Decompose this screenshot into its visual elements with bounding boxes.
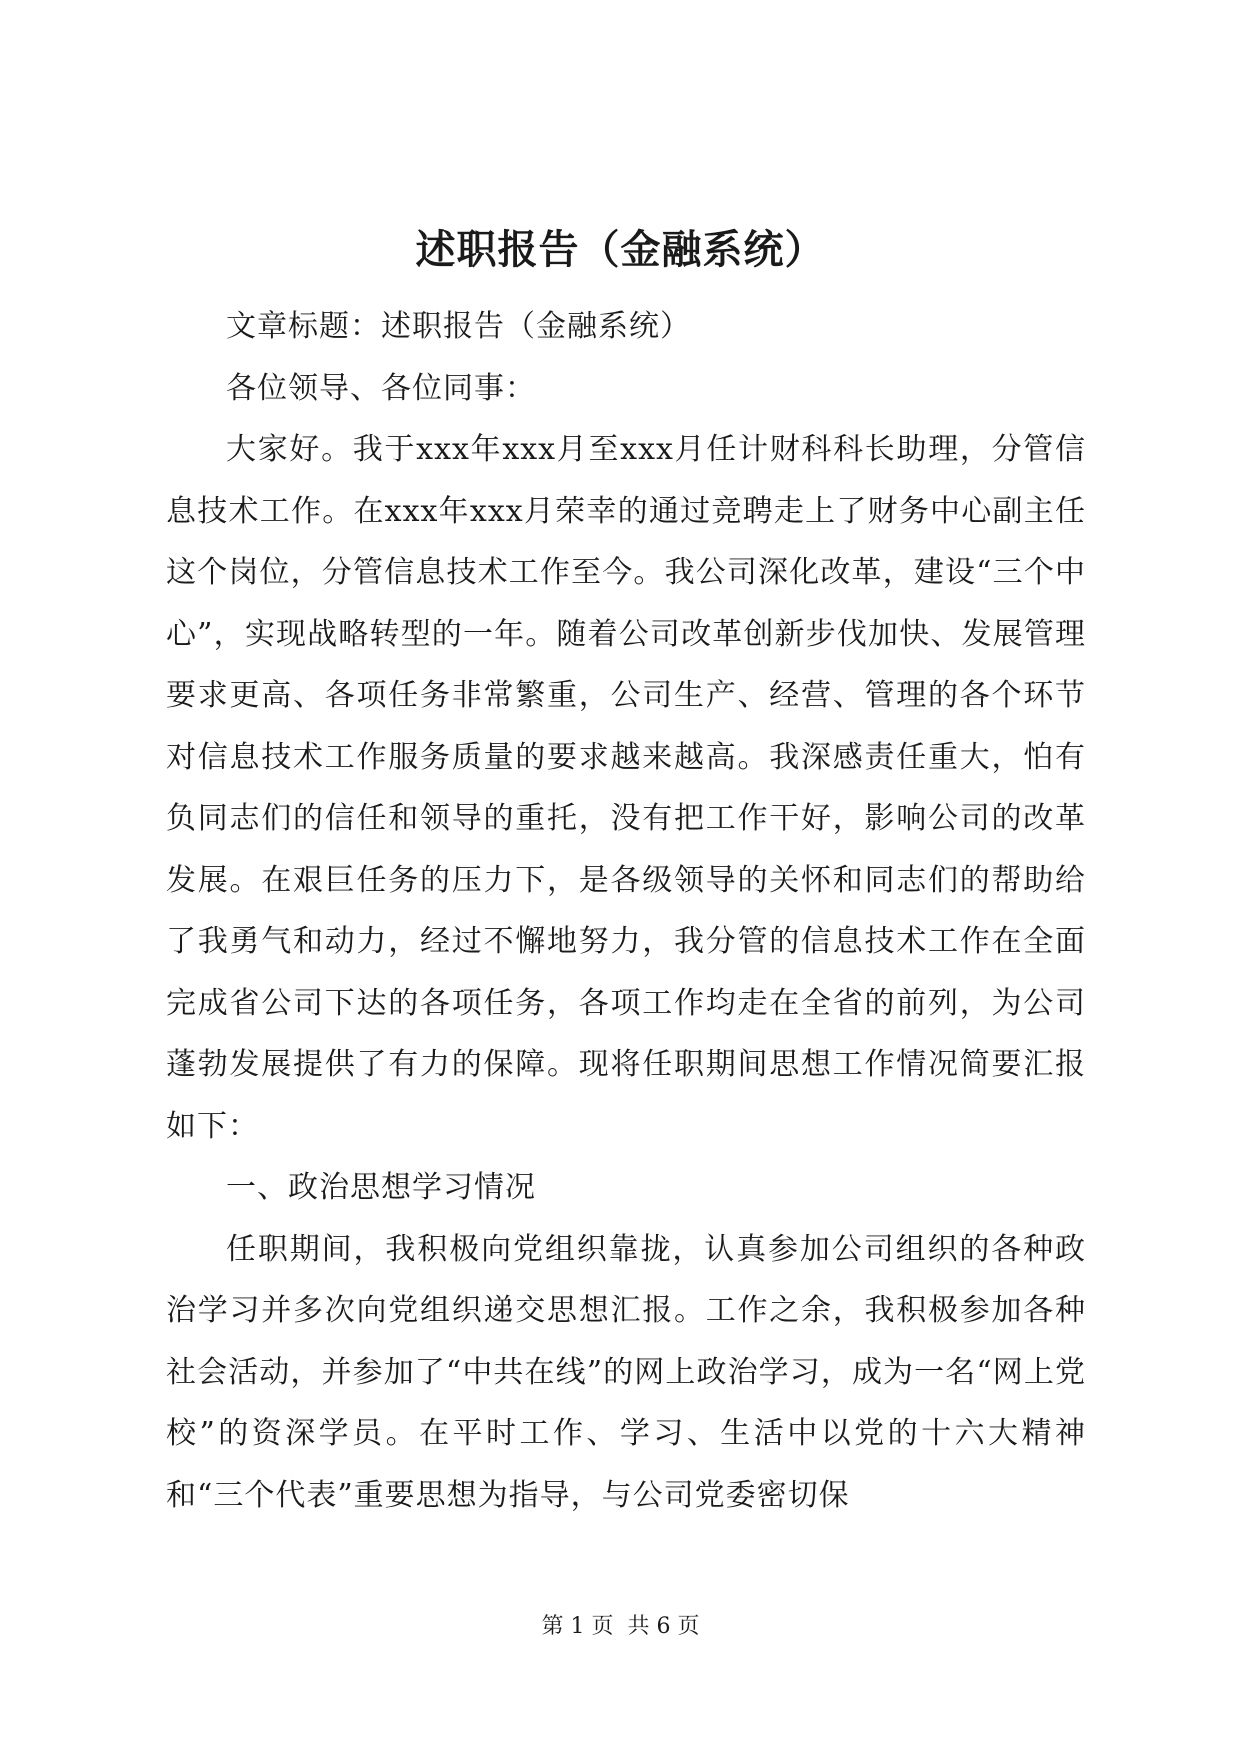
document-body [166, 296, 1086, 1526]
paragraph-intro: 大家好。我于xxx年xxx月至xxx月任计财科科长助理，分管信息技术工作。在xxx年xxx月荣幸的通过竞聘走上了财务中心副主任这个岗位，分管信息技术工作至今。我公司深化改革，建设“三个中心”，实现战略转型的一年。随着公司改革创新步伐加快、发展管理要求更高、各项任务非常繁重，公司生产、经营、管理的各个环节对信息技术工作服务质量的要求越来越高。我深感责任重大，怕有负同志们的信任和领导的重托，没有把工作干好，影响公司的改革发展。在艰巨任务的压力下，是各级领导的关怀和同志们的帮助给了我勇气和动力，经过不懈地努力，我分管的信息技术工作在全面完成省公司下达的各项任务，各项工作均走在全省的前列，为公司蓬勃发展提供了有力的保障。现将任职期间思想工作情况简要汇报如下： [166, 432, 1086, 1144]
page-number: 第 1 页 共 6 页 [541, 1614, 700, 1639]
page-footer [0, 1612, 1241, 1642]
salutation: 各位领导、各位同事： [226, 370, 536, 406]
article-title-line: 文章标题：述职报告（金融系统） [226, 309, 691, 344]
paragraph-political-study: 任职期间，我积极向党组织靠拢，认真参加公司组织的各种政治学习并多次向党组织递交思想汇报。工作之余，我积极参加各种社会活动，并参加了“中共在线”的网上政治学习，成为一名“网上党校”的资深学员。在平时工作、学习、生活中以党的十六大精神和“三个代表”重要思想为指导，与公司党委密切保 [166, 1231, 1086, 1513]
document-title: 述职报告（金融系统） [415, 226, 826, 273]
section-heading: 一、政治思想学习情况 [226, 1170, 536, 1205]
